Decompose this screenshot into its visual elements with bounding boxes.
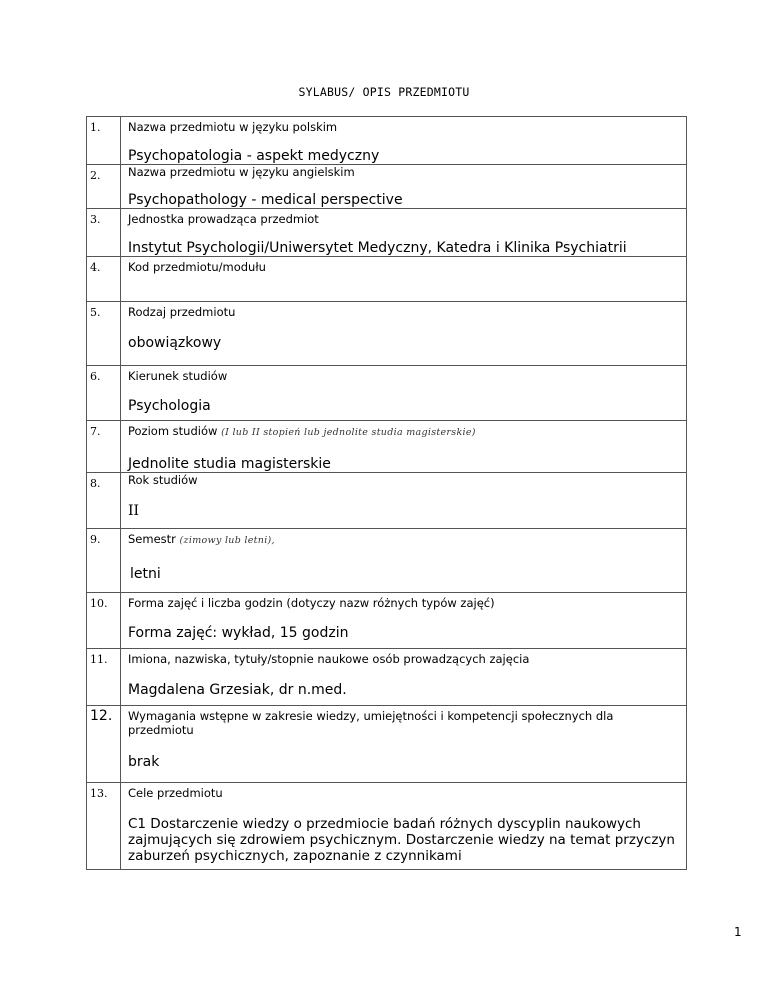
row-hint: (zimowy lub letni),: [179, 535, 275, 546]
row-content: [121, 593, 687, 649]
table-row: [87, 529, 687, 593]
row-label-text: Semestr: [128, 532, 176, 546]
row-content: [121, 783, 687, 870]
row-content: [121, 117, 687, 165]
row-value: letni: [130, 566, 161, 582]
table-row: [87, 209, 687, 257]
table-row: [87, 421, 687, 473]
table-row: [87, 706, 687, 783]
row-content: [121, 649, 687, 706]
row-label: Cele przedmiotu: [128, 786, 223, 800]
table-row: [87, 473, 687, 529]
row-label: Nazwa przedmiotu w języku angielskim: [128, 165, 355, 179]
row-value: Jednolite studia magisterskie: [128, 456, 331, 472]
row-label: [128, 424, 680, 440]
row-content: [121, 257, 687, 302]
row-number: 5.: [87, 302, 121, 366]
row-value: Forma zajęć: wykład, 15 godzin: [128, 625, 349, 641]
row-value: II: [128, 503, 140, 519]
row-value: obowiązkowy: [128, 335, 222, 351]
row-label: Jednostka prowadząca przedmiot: [128, 212, 319, 226]
row-label: Rok studiów: [128, 473, 198, 487]
table-row: [87, 165, 687, 209]
table-row: [87, 783, 687, 870]
page-number: 1: [734, 925, 742, 939]
row-number: 4.: [87, 257, 121, 302]
row-number: 13.: [87, 783, 121, 870]
row-label: Forma zajęć i liczba godzin (dotyczy nazw różnych typów zajęć): [128, 596, 495, 610]
row-label: Kierunek studiów: [128, 369, 228, 383]
table-row: [87, 366, 687, 421]
row-label: Imiona, nazwiska, tytuły/stopnie naukowe osób prowadzących zajęcia: [128, 652, 530, 666]
document-title: SYLABUS/ OPIS PRZEDMIOTU: [298, 85, 470, 99]
row-value: Instytut Psychologii/Uniwersytet Medyczny, Katedra i Klinika Psychiatrii: [128, 240, 627, 256]
row-number: 9.: [87, 529, 121, 593]
row-label: Nazwa przedmiotu w języku polskim: [128, 120, 338, 134]
row-number: 12.: [87, 706, 121, 783]
row-content: [121, 366, 687, 421]
table-row: [87, 593, 687, 649]
row-content: [121, 165, 687, 209]
row-label: [128, 532, 680, 548]
row-number: 7.: [87, 421, 121, 473]
row-content: [121, 529, 687, 593]
row-number: 2.: [87, 165, 121, 209]
row-value: Psychopatologia - aspekt medyczny: [128, 148, 380, 164]
row-value: Psychologia: [128, 398, 211, 414]
table-row: [87, 302, 687, 366]
row-label: Rodzaj przedmiotu: [128, 305, 236, 319]
row-number: 11.: [87, 649, 121, 706]
row-value: Psychopathology - medical perspective: [128, 192, 403, 208]
row-content: [121, 209, 687, 257]
row-label-text: Poziom studiów: [128, 424, 218, 438]
row-value: brak: [128, 754, 160, 770]
row-value: C1 Dostarczenie wiedzy o przedmiocie badań różnych dyscyplin naukowych zajmujących się zdrowiem psychicznym. Dostarczenie wiedzy na temat przyczyn zaburzeń psychicznych, zapoznanie z czynnikami: [128, 816, 675, 864]
row-number: 10.: [87, 593, 121, 649]
row-number: 3.: [87, 209, 121, 257]
row-number: 6.: [87, 366, 121, 421]
row-label: Kod przedmiotu/modułu: [128, 260, 266, 274]
row-hint: (I lub II stopień lub jednolite studia magisterskie): [221, 427, 476, 438]
row-content: [121, 473, 687, 529]
syllabus-table: [86, 116, 687, 870]
row-number: 8.: [87, 473, 121, 529]
table-row: [87, 117, 687, 165]
table-row: [87, 257, 687, 302]
table-row: [87, 649, 687, 706]
row-content: [121, 706, 687, 783]
row-content: [121, 421, 687, 473]
row-label: Wymagania wstępne w zakresie wiedzy, umiejętności i kompetencji społecznych dla przedmiotu: [128, 709, 614, 737]
row-content: [121, 302, 687, 366]
row-value: Magdalena Grzesiak, dr n.med.: [128, 682, 347, 698]
row-number: 1.: [87, 117, 121, 165]
